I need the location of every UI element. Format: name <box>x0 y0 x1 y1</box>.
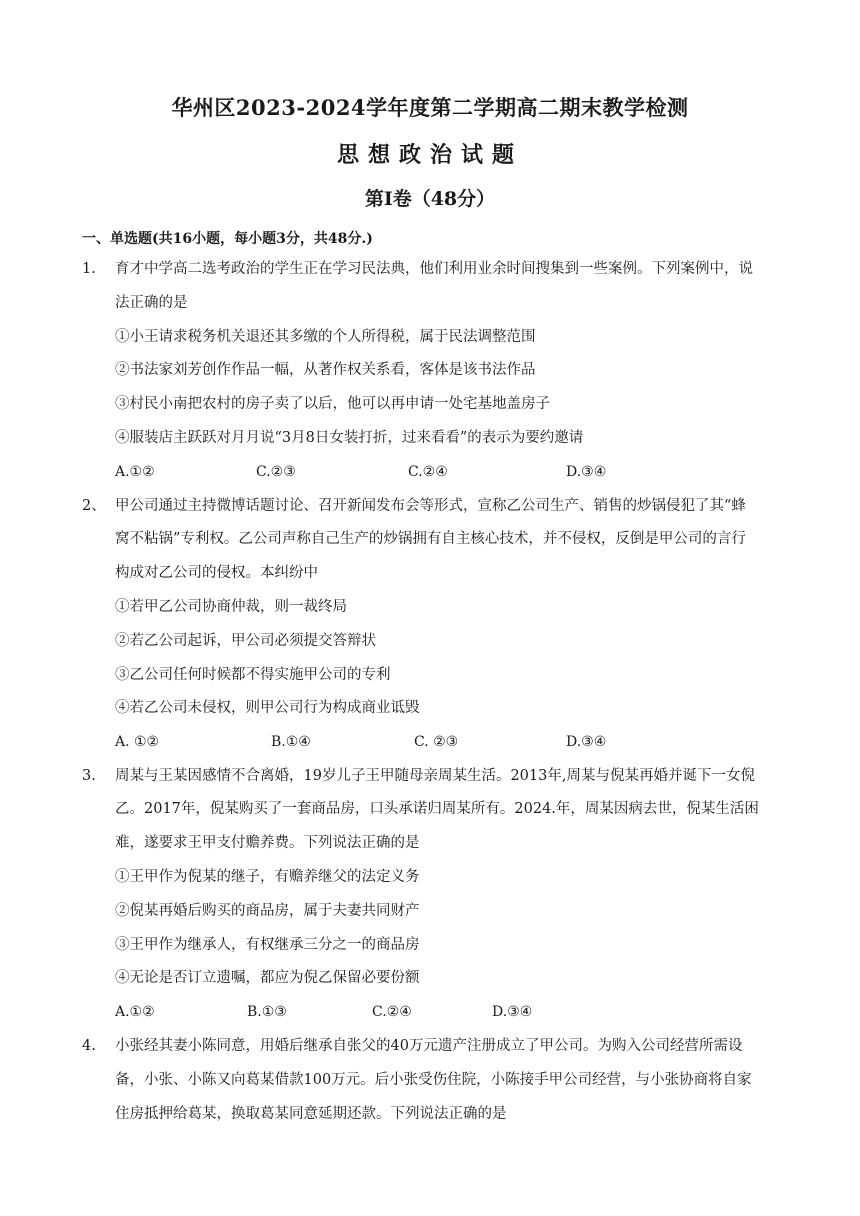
question-item: ①王甲作为倪某的继子，有赡养继父的法定义务 <box>115 869 420 885</box>
volume-heading: 第Ⅰ卷（48分） <box>364 188 496 210</box>
question-stem-line: 窝不粘锅”专利权。乙公司声称自己生产的炒锅拥有自主核心技术，并不侵权，反倒是甲公司的言行 <box>115 531 746 547</box>
question-stem-line: 住房抵押给葛某，换取葛某同意延期还款。下列说法正确的是 <box>115 1106 507 1122</box>
option-a: A.①② <box>115 464 155 480</box>
question-item: ②书法家刘芳创作作品一幅，从著作权关系看，客体是该书法作品 <box>115 362 536 378</box>
question-item: ④无论是否订立遗嘱，都应为倪乙保留必要份额 <box>115 970 420 986</box>
option-c: C.②④ <box>372 1004 412 1020</box>
question-stem-line: 法正确的是 <box>115 295 188 311</box>
question-number: 3. <box>82 768 96 784</box>
question-item: ③乙公司任何时候都不得实施甲公司的专利 <box>115 667 391 683</box>
question-item: ②倪某再婚后购买的商品房，属于夫妻共同财产 <box>115 903 420 919</box>
option-a: A.①② <box>115 1004 155 1020</box>
question-item: ④服装店主跃跃对月月说“3月8日女装打折，过来看看”的表示为要约邀请 <box>115 430 584 446</box>
question-number: 2、 <box>82 498 106 514</box>
question-stem-line: 育才中学高二选考政治的学生正在学习民法典，他们利用业余时间搜集到一些案例。下列案例中，说 <box>115 261 753 277</box>
option-d: D.③④ <box>566 734 607 750</box>
question-item: ①小王请求税务机关退还其多缴的个人所得税，属于民法调整范围 <box>115 329 536 345</box>
question-item: ③王甲作为继承人，有权继承三分之一的商品房 <box>115 937 420 953</box>
option-d: D.③④ <box>492 1004 533 1020</box>
question-item: ④若乙公司未侵权，则甲公司行为构成商业诋毁 <box>115 700 420 716</box>
question-number: 1. <box>82 261 96 277</box>
option-c: C. ②③ <box>414 734 459 750</box>
option-b: B.①③ <box>247 1004 287 1020</box>
option-a: A. ①② <box>115 734 160 750</box>
exam-title: 华州区2023-2024学年度第二学期高二期末教学检测 <box>171 95 689 120</box>
question-stem-line: 小张经其妻小陈同意，用婚后继承自张父的40万元遗产注册成立了甲公司。为购入公司经营所需设 <box>115 1038 743 1054</box>
question-stem-line: 乙。2017年，倪某购买了一套商品房，口头承诺归周某所有。2024.年，周某因病去世，倪某生活困 <box>115 801 759 817</box>
question-stem-line: 构成对乙公司的侵权。本纠纷中 <box>115 565 318 581</box>
question-stem-line: 周某与王某因感情不合离婚，19岁儿子王甲随母亲周某生活。2013年,周某与倪某再婚并诞下一女倪 <box>115 768 755 784</box>
question-item: ③村民小南把农村的房子卖了以后，他可以再申请一处宅基地盖房子 <box>115 396 550 412</box>
question-stem-line: 甲公司通过主持微博话题讨论、召开新闻发布会等形式，宣称乙公司生产、销售的炒锅侵犯了其“蜂 <box>115 498 746 514</box>
question-number: 4. <box>82 1038 96 1054</box>
question-item: ①若甲乙公司协商仲裁，则一裁终局 <box>115 599 347 615</box>
question-stem-line: 备，小张、小陈又向葛某借款100万元。后小张受伤住院，小陈接手甲公司经营，与小张协商将自家 <box>115 1072 752 1088</box>
question-item: ②若乙公司起诉，甲公司必须提交答辩状 <box>115 633 376 649</box>
question-stem-line: 难，遂要求王甲支付赡养费。下列说法正确的是 <box>115 835 420 851</box>
exam-subject: 思想政治试题 <box>336 142 523 168</box>
option-c: C.②④ <box>408 464 448 480</box>
section-heading: 一、单选题(共16小题，每小题3分，共48分.) <box>82 231 373 247</box>
option-b: B.①④ <box>271 734 311 750</box>
option-b: C.②③ <box>256 464 296 480</box>
option-d: D.③④ <box>566 464 607 480</box>
